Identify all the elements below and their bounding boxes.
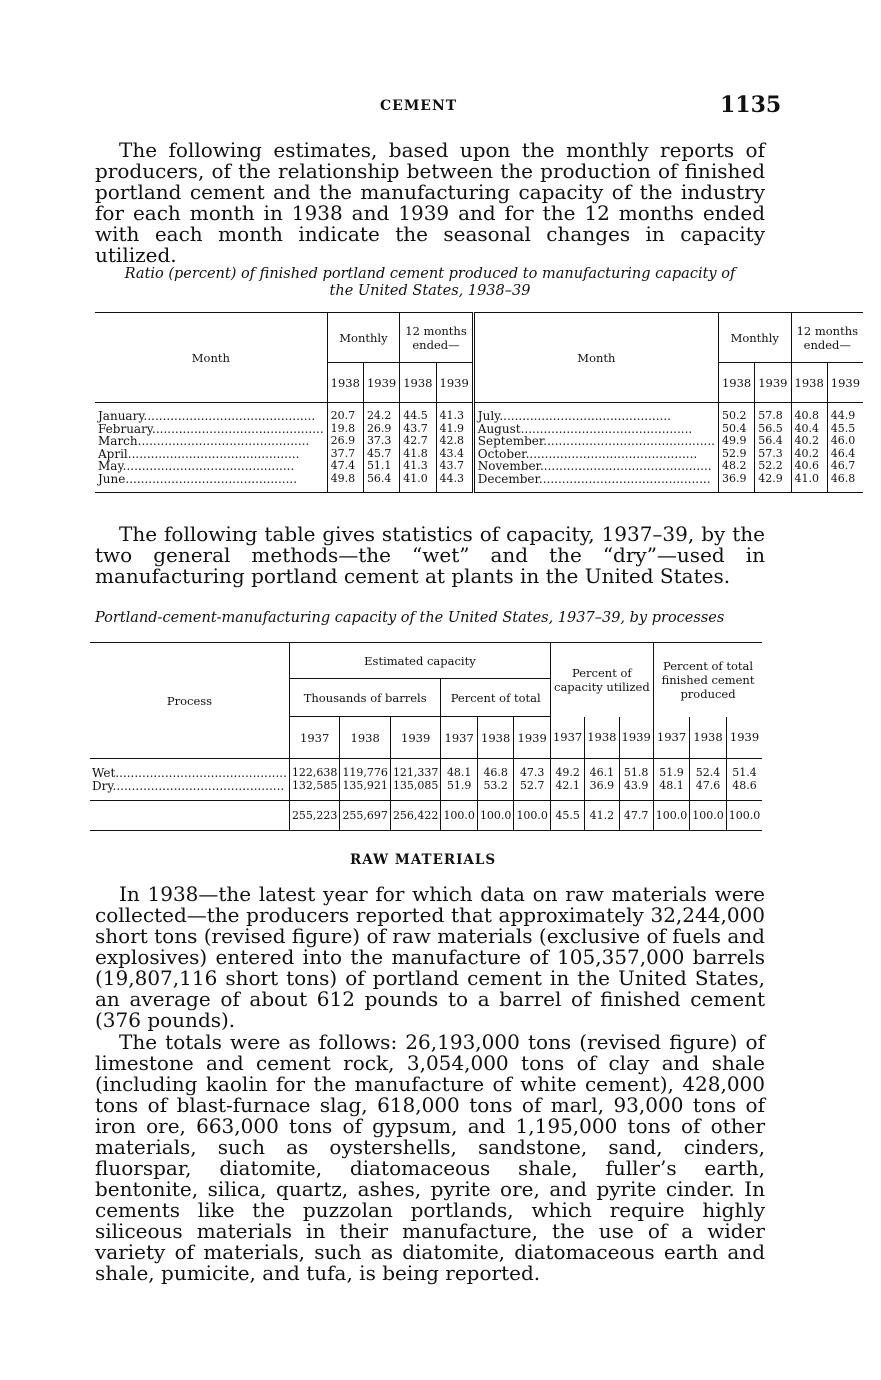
year-header: 1937 — [550, 717, 584, 759]
table-cell: 51.1 — [366, 459, 392, 472]
year-header: 1939 — [390, 717, 441, 759]
paragraph-2: The following table gives statistics of capacity, 1937–39, by the two general methods—the “wet” and the “dry”—used in manufacturing portland cement at plants in the United States. — [95, 522, 765, 588]
year-header: 1937 — [653, 717, 690, 759]
year-header: 1938 — [791, 363, 827, 403]
table-cell: 40.2 — [794, 434, 820, 447]
table-cell: 37.3 — [366, 434, 392, 447]
table-cell: 43.7 — [439, 459, 464, 472]
table2-total-row — [90, 801, 762, 831]
table-cell: 37.7 — [330, 446, 356, 460]
table-cell — [690, 759, 727, 801]
table-cell: June ..... — [98, 473, 324, 486]
cell-value: 132,585 — [291, 778, 338, 792]
total-cell: 100.0 — [690, 801, 727, 831]
year-header: 1938 — [585, 717, 619, 759]
table-cell: July ..... — [478, 410, 715, 423]
cell-value: 135,085 — [392, 778, 439, 792]
total-cell: 100.0 — [653, 801, 690, 831]
table-cell: 57.3 — [758, 446, 783, 460]
table-cell: 41.0 — [403, 471, 428, 485]
year-header: 1938 — [327, 363, 363, 403]
table1-caption — [95, 266, 765, 300]
col-monthly-right: Monthly — [718, 313, 791, 363]
cell-value: 51.9 — [446, 778, 472, 792]
left-monthly-1938 — [327, 403, 363, 493]
cell-value: 47.3 — [519, 766, 545, 779]
left-month-list — [95, 403, 327, 493]
table-cell: 26.9 — [366, 421, 392, 435]
table-cell — [653, 759, 690, 801]
table-cell: 57.8 — [758, 409, 783, 422]
table-cell — [441, 759, 478, 801]
table-cell: 41.3 — [403, 459, 428, 472]
table-cell: 42.8 — [439, 434, 464, 447]
table-cell — [619, 759, 653, 801]
table-cell: October ..... — [478, 448, 715, 461]
table-cell: 20.7 — [330, 409, 356, 422]
table-cell: 47.4 — [330, 459, 356, 472]
col-estimated-capacity: Estimated capacity — [289, 643, 550, 679]
cell-value: 119,776 — [342, 766, 388, 779]
total-label-cell — [90, 801, 289, 831]
year-header: 1938 — [690, 717, 727, 759]
table-cell: 45.5 — [830, 421, 856, 435]
table-cell: 49.8 — [330, 471, 356, 485]
cell-value: 48.6 — [732, 778, 757, 792]
col-12months-left: 12 months ended— — [400, 313, 474, 363]
table-cell: 36.9 — [721, 471, 747, 485]
total-cell: 255,697 — [340, 801, 391, 831]
running-header-title: CEMENT — [380, 98, 458, 114]
table-cell: 44.5 — [403, 409, 428, 422]
year-header: 1939 — [363, 363, 399, 403]
cell-value: 51.9 — [659, 766, 684, 779]
col-process: Process — [166, 693, 213, 708]
table-cell: 45.7 — [366, 446, 392, 460]
year-header: 1939 — [436, 363, 473, 403]
year-header: 1938 — [718, 363, 754, 403]
table-cell: August ..... — [478, 423, 715, 436]
page-number: 1135 — [720, 92, 782, 118]
table-cell: 40.2 — [794, 446, 820, 460]
table-cell: 46.4 — [830, 446, 856, 460]
process-label: Dry ..... — [92, 780, 287, 793]
table-cell — [390, 759, 441, 801]
cell-value: 51.8 — [623, 766, 649, 779]
table-cell: 43.4 — [439, 446, 464, 460]
right-monthly-1939 — [755, 403, 791, 493]
left-12m-1939 — [436, 403, 473, 493]
table-cell: 52.9 — [721, 446, 747, 460]
col-month-right: Month — [473, 313, 718, 403]
cell-value: 53.2 — [483, 778, 508, 792]
col-percent-total: Percent of total — [441, 679, 551, 717]
col-percent-finished: Percent of total finished cement produced — [653, 643, 762, 717]
table-cell: December ..... — [478, 473, 715, 486]
process-label: Wet ..... — [92, 767, 287, 780]
table-cell: 40.6 — [794, 459, 820, 472]
table-cell — [289, 759, 340, 801]
total-cell: 100.0 — [514, 801, 551, 831]
col-12months-right: 12 months ended— — [791, 313, 863, 363]
left-monthly-1939 — [363, 403, 399, 493]
year-header: 1937 — [441, 717, 478, 759]
total-cell: 100.0 — [441, 801, 478, 831]
table-cell: 42.9 — [758, 471, 783, 485]
table-cell: 41.0 — [794, 471, 820, 485]
table-cell: 41.8 — [403, 446, 428, 460]
table-cell — [550, 759, 584, 801]
cell-value: 121,337 — [392, 766, 439, 779]
table2-body-row — [90, 759, 762, 801]
paragraph-3: In 1938—the latest year for which data on raw materials were collected—the producers reported that approximately 32,244,000 short tons (revised figure) of raw materials (exclusive of fuels and explosives) entered into the manufacture of 105,357,000 barrels (19,807,116 short tons) of portland cement in the United States, an average of about 612 pounds to a barrel of finished cement (376 pounds). — [95, 882, 765, 1032]
table-cell: 46.7 — [830, 459, 856, 472]
table-cell: 19.8 — [330, 421, 356, 435]
table-cell: 46.0 — [830, 434, 856, 447]
table-cell: 49.9 — [721, 434, 747, 447]
year-header: 1939 — [619, 717, 653, 759]
col-monthly-left: Monthly — [327, 313, 400, 363]
intro-paragraph: The following estimates, based upon the monthly reports of producers, of the relationship between the production of finished portland cement and the manufacturing capacity of the industry for each month in 1938 and 1939 and for the 12 months ended with each month indicate the seasonal changes in capacity utilized. — [95, 138, 765, 267]
table-cell: May ..... — [98, 460, 324, 473]
table-cell: 40.4 — [794, 421, 820, 435]
table-cell: 24.2 — [366, 409, 392, 422]
left-12m-1938 — [400, 403, 436, 493]
year-header: 1938 — [477, 717, 514, 759]
year-header: 1938 — [340, 717, 391, 759]
right-12m-1938 — [791, 403, 827, 493]
total-cell: 47.7 — [619, 801, 653, 831]
total-cell: 256,422 — [390, 801, 441, 831]
table-cell: 26.9 — [330, 434, 356, 447]
table-cell: 41.3 — [439, 409, 464, 422]
table-cell: September ..... — [478, 435, 715, 448]
cell-value: 48.1 — [446, 766, 472, 779]
capacity-ratio-table — [95, 312, 863, 493]
cell-value: 36.9 — [589, 778, 615, 792]
table-cell: January ..... — [98, 410, 324, 423]
total-cell: 100.0 — [726, 801, 762, 831]
col-percent-utilized: Percent of capacity utilized — [550, 643, 653, 717]
table1-caption-line1: Ratio (percent) of finished portland cement produced to manufacturing capacity of — [124, 266, 736, 282]
table-cell: 50.4 — [721, 421, 747, 435]
cell-value: 43.9 — [623, 778, 649, 792]
table-cell: 56.5 — [758, 421, 783, 435]
right-month-list — [473, 403, 718, 493]
year-header: 1939 — [827, 363, 863, 403]
table1-body-row — [95, 403, 863, 493]
year-header: 1937 — [289, 717, 340, 759]
year-header: 1938 — [400, 363, 436, 403]
cell-value: 42.1 — [555, 778, 580, 792]
table-cell: 44.9 — [830, 409, 856, 422]
right-monthly-1938 — [718, 403, 754, 493]
table-cell: 42.7 — [403, 434, 428, 447]
cell-value: 122,638 — [291, 766, 338, 779]
col-month-left: Month — [95, 313, 327, 403]
table-cell: 43.7 — [403, 421, 428, 435]
total-cell: 45.5 — [550, 801, 584, 831]
table-cell — [726, 759, 762, 801]
total-cell: 100.0 — [477, 801, 514, 831]
col-thousands-barrels: Thousands of barrels — [289, 679, 441, 717]
total-cell: 41.2 — [585, 801, 619, 831]
table-cell — [514, 759, 551, 801]
table-cell: 52.2 — [758, 459, 783, 472]
table-cell: 41.9 — [439, 421, 464, 435]
right-12m-1939 — [827, 403, 863, 493]
table-cell: February ..... — [98, 423, 324, 436]
table-cell: April ..... — [98, 448, 324, 461]
table2-caption: Portland-cement-manufacturing capacity of the United States, 1937–39, by processes — [95, 610, 725, 626]
year-header: 1939 — [726, 717, 762, 759]
table-cell: 44.3 — [439, 471, 464, 485]
table-cell: 56.4 — [758, 434, 783, 447]
table-cell: 50.2 — [721, 409, 747, 422]
cell-value: 52.7 — [519, 778, 545, 792]
table-cell: November ..... — [478, 460, 715, 473]
year-header: 1939 — [514, 717, 551, 759]
table-cell — [585, 759, 619, 801]
table-cell: March ..... — [98, 435, 324, 448]
cell-value: 47.6 — [695, 778, 721, 792]
table-cell: 40.8 — [794, 409, 820, 422]
cell-value: 49.2 — [555, 766, 580, 779]
table-cell: 56.4 — [366, 471, 392, 485]
cell-value: 51.4 — [732, 766, 757, 779]
cell-value: 48.1 — [659, 778, 684, 792]
table-cell: 48.2 — [721, 459, 747, 472]
cell-value: 46.8 — [483, 766, 508, 779]
capacity-by-process-table — [90, 642, 762, 831]
table-cell — [477, 759, 514, 801]
process-list — [90, 759, 289, 801]
table1-caption-line2: the United States, 1938–39 — [329, 283, 531, 299]
year-header: 1939 — [755, 363, 791, 403]
paragraph-4: The totals were as follows: 26,193,000 tons (revised figure) of limestone and cement rock, 3,054,000 tons of clay and shale (including kaolin for the manufacture of white cement), 428,000 tons of blast-furnace slag, 618,000 tons of marl, 93,000 tons of iron ore, 663,000 tons of gypsum, and 1,195,000 tons of other materials, such as oystershells, sandstone, sand, cinders, fluorspar, diatomite, diatomaceous shale, fuller’s earth, bentonite, silica, quartz, ashes, pyrite ore, and pyrite cinder. In cements like the puzzolan portlands, which require highly siliceous materials in their manufacture, the use of a wider variety of materials, such as diatomite, diatomaceous earth and shale, pumicite, and tufa, is being reported. — [95, 1030, 765, 1285]
cell-value: 135,921 — [342, 778, 388, 792]
cell-value: 46.1 — [589, 766, 615, 779]
table-cell: 46.8 — [830, 471, 856, 485]
total-cell: 255,223 — [289, 801, 340, 831]
table-cell — [340, 759, 391, 801]
cell-value: 52.4 — [695, 766, 721, 779]
section-title: RAW MATERIALS — [350, 852, 497, 868]
